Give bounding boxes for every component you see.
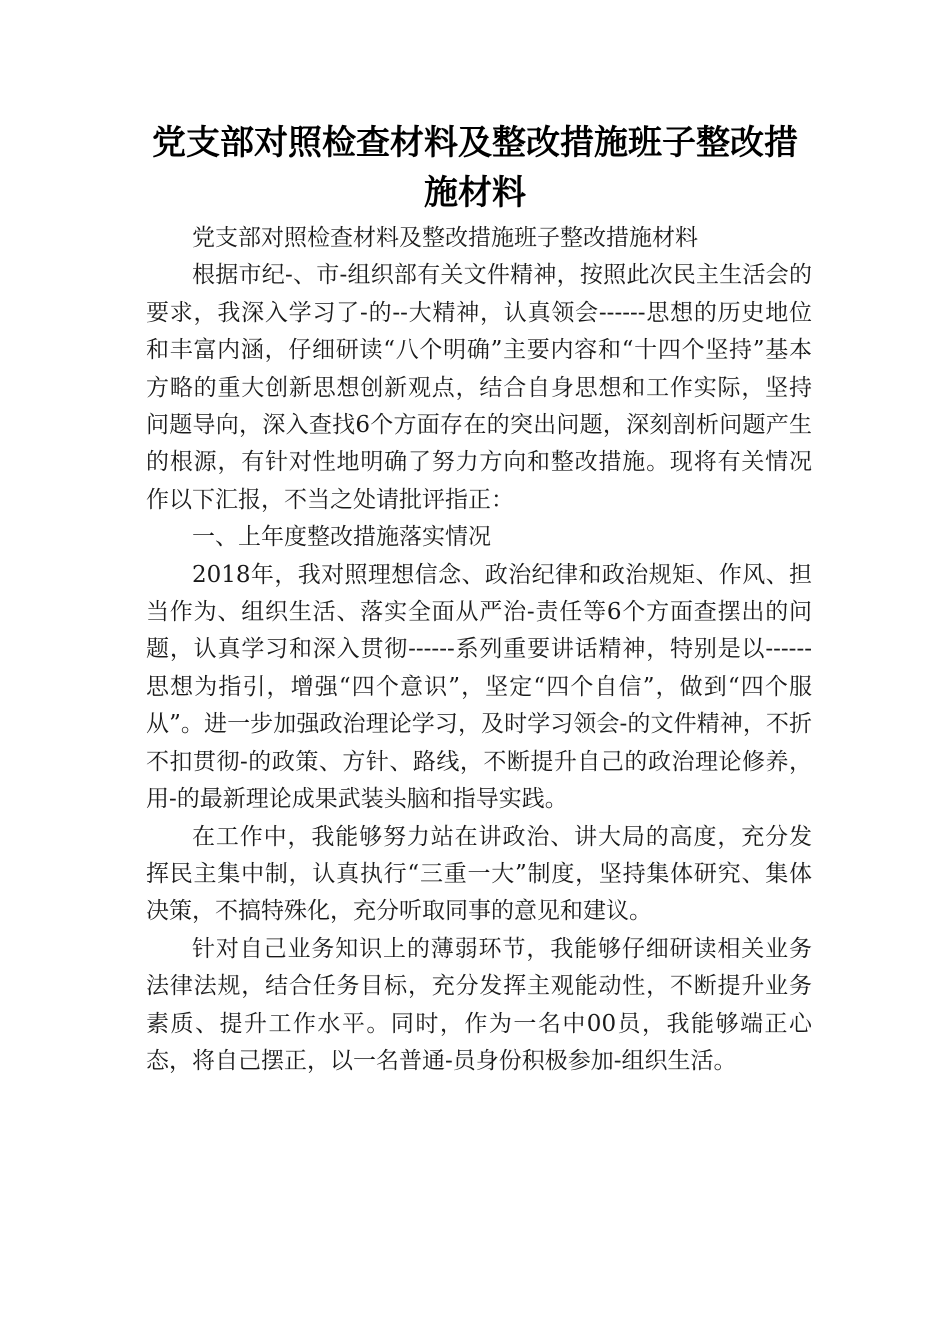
document-body xyxy=(146,220,812,1080)
document-title: 党支部对照检查材料及整改措施班子整改措施材料 xyxy=(152,123,798,213)
section-heading: 一、上年度整改措施落实情况 xyxy=(192,524,491,551)
paragraph-work: 在工作中，我能够努力站在讲政治、讲大局的高度，充分发挥民主集中制，认真执行“三重一大”制度，坚持集体研究、集体决策，不搞特殊化，充分听取同事的意见和建议。 xyxy=(146,823,812,925)
paragraph-subtitle: 党支部对照检查材料及整改措施班子整改措施材料 xyxy=(192,225,698,251)
paragraph-intro: 根据市纪-、市-组织部有关文件精神，按照此次民主生活会的要求，我深入学习了-的--大精神，认真领会------思想的历史地位和丰富内涵，仔细研读“八个明确”主要内容和“十四个坚持”基本方略的重大创新思想创新观点，结合自身思想和工作实际，坚持问题导向，深入查找6个方面存在的突出问题，深刻剖析问题产生的根源，有针对性地明确了努力方向和整改措施。现将有关情况作以下汇报，不当之处请批评指正： xyxy=(146,262,812,513)
paragraph-2018: 2018年，我对照理想信念、政治纪律和政治规矩、作风、担当作为、组织生活、落实全面从严治-责任等6个方面查摆出的问题，认真学习和深入贯彻------系列重要讲话精神，特别是以------思想为指引，增强“四个意识”，坚定“四个自信”，做到“四个服从”。进一步加强政治理论学习，及时学习领会-的文件精神，不折不扣贯彻-的政策、方针、路线，不断提升自己的政治理论修养，用-的最新理论成果武装头脑和指导实践。 xyxy=(146,561,812,813)
paragraph-business: 针对自己业务知识上的薄弱环节，我能够仔细研读相关业务法律法规，结合任务目标，充分发挥主观能动性，不断提升业务素质、提升工作水平。同时，作为一名中00员，我能够端正心态，将自己摆正，以一名普通-员身份积极参加-组织生活。 xyxy=(146,935,812,1074)
